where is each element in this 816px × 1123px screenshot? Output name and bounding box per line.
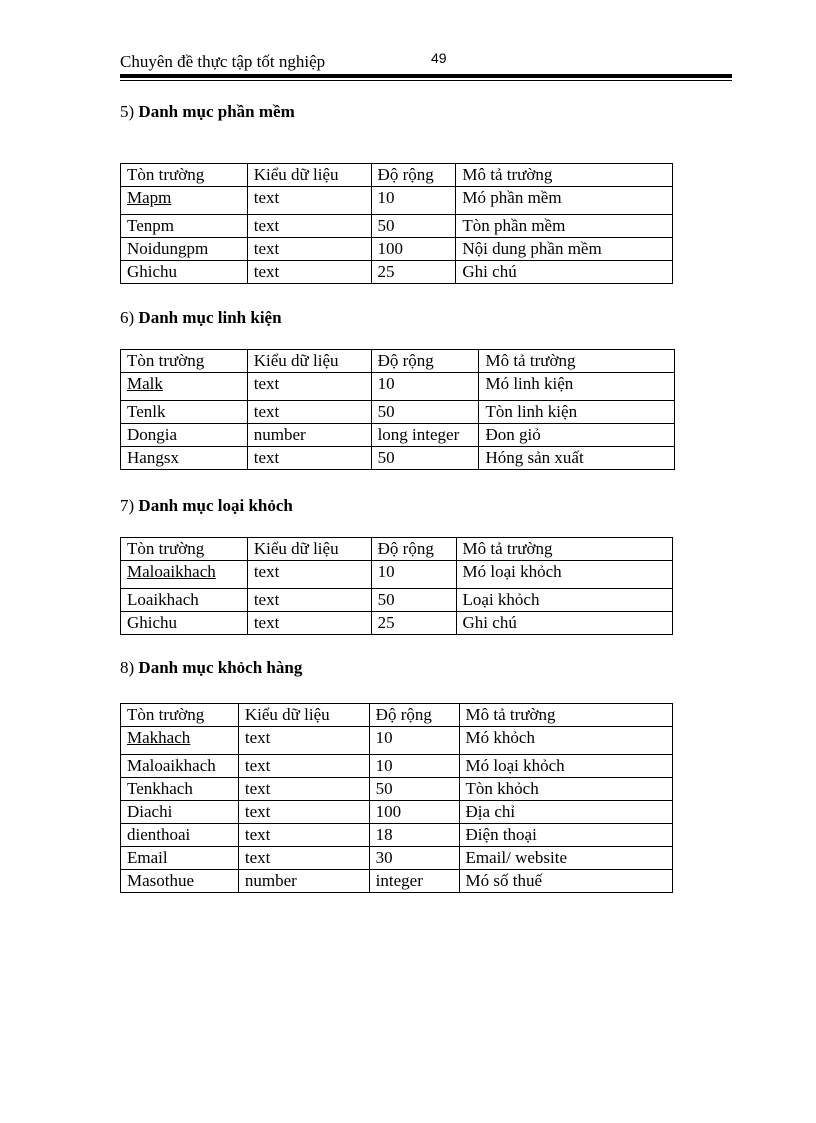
table-row [121, 847, 673, 870]
table-cell: text [247, 373, 371, 401]
table-loai-khach [120, 537, 673, 635]
table-row [121, 824, 673, 847]
header-cell: Kiểu dữ liệu [247, 350, 371, 373]
header-cell: Kiểu dữ liệu [238, 704, 369, 727]
table-cell: text [238, 755, 369, 778]
table-cell: Tòn linh kiện [479, 401, 675, 424]
table-cell: text [238, 847, 369, 870]
section-name: Danh mục phần mềm [138, 102, 295, 121]
table-cell: Mó phần mềm [456, 187, 673, 215]
section-name: Danh mục loại khỏch [138, 496, 293, 515]
table-cell: Mó khỏch [459, 727, 672, 755]
table-cell: text [247, 589, 371, 612]
table-cell: Ghi chú [456, 612, 672, 635]
section-title-6 [120, 308, 282, 328]
table-cell: 100 [369, 801, 459, 824]
section-title-5 [120, 102, 295, 122]
table-cell: Tòn phần mềm [456, 215, 673, 238]
table-cell: 10 [369, 755, 459, 778]
table-cell: Địa chỉ [459, 801, 672, 824]
table-cell: dienthoai [121, 824, 239, 847]
table-cell: 50 [371, 401, 479, 424]
table-cell: Hóng sản xuất [479, 447, 675, 470]
table-cell: 100 [371, 238, 456, 261]
header-title: Chuyên đề thực tập tốt nghiệp [120, 52, 326, 71]
table-cell: number [238, 870, 369, 893]
table-cell: 50 [371, 589, 456, 612]
header-cell: Độ rộng [371, 164, 456, 187]
header-cell: Tòn trường [121, 350, 248, 373]
table-cell: text [238, 778, 369, 801]
table-row [121, 561, 673, 589]
table-cell: Dongia [121, 424, 248, 447]
table-cell: 50 [371, 447, 479, 470]
table-cell: Mó loại khỏch [459, 755, 672, 778]
table-cell: Ghichu [121, 612, 248, 635]
section-number: 5) [120, 102, 135, 121]
table-cell: Đon giỏ [479, 424, 675, 447]
table-cell: text [247, 187, 371, 215]
table-cell: Điện thoại [459, 824, 672, 847]
table-cell: text [247, 261, 371, 284]
table-cell: 50 [371, 215, 456, 238]
header-cell: Tòn trường [121, 538, 248, 561]
table-cell: text [247, 612, 371, 635]
table-cell: Mó loại khỏch [456, 561, 672, 589]
table-cell: text [238, 824, 369, 847]
table-row [121, 424, 675, 447]
table-cell: Loại khỏch [456, 589, 672, 612]
table-cell: text [238, 727, 369, 755]
table-cell: Diachi [121, 801, 239, 824]
primary-key-cell: Makhach [121, 727, 239, 755]
table-cell: Loaikhach [121, 589, 248, 612]
header-cell: Mô tả trường [456, 164, 673, 187]
header-cell: Tòn trường [121, 704, 239, 727]
page-number: 49 [431, 50, 447, 66]
table-row [121, 373, 675, 401]
header-cell: Độ rộng [371, 538, 456, 561]
section-title-7 [120, 496, 293, 516]
table-cell: Email/ website [459, 847, 672, 870]
primary-key-cell: Mapm [121, 187, 248, 215]
table-row [121, 801, 673, 824]
header-cell: Tòn trường [121, 164, 248, 187]
table-cell: Maloaikhach [121, 755, 239, 778]
header-rule [120, 74, 732, 78]
table-cell: Tenpm [121, 215, 248, 238]
table-cell: Ghi chú [456, 261, 673, 284]
header-cell: Độ rộng [369, 704, 459, 727]
table-header-row [121, 538, 673, 561]
table-row [121, 612, 673, 635]
section-number: 7) [120, 496, 135, 515]
table-row [121, 727, 673, 755]
table-cell: Mó linh kiện [479, 373, 675, 401]
table-khach-hang [120, 703, 673, 893]
table-cell: text [247, 238, 371, 261]
table-cell: 10 [371, 561, 456, 589]
table-cell: long integer [371, 424, 479, 447]
table-cell: text [247, 447, 371, 470]
header-cell: Mô tả trường [456, 538, 672, 561]
table-cell: text [247, 215, 371, 238]
table-cell: text [247, 561, 371, 589]
table-header-row [121, 704, 673, 727]
table-cell: integer [369, 870, 459, 893]
primary-key-cell: Maloaikhach [121, 561, 248, 589]
table-cell: 18 [369, 824, 459, 847]
table-cell: Tòn khỏch [459, 778, 672, 801]
section-name: Danh mục linh kiện [138, 308, 282, 327]
table-cell: Mó số thuế [459, 870, 672, 893]
table-row [121, 401, 675, 424]
section-title-8 [120, 658, 302, 678]
table-cell: Nội dung phần mềm [456, 238, 673, 261]
header-cell: Mô tả trường [459, 704, 672, 727]
table-cell: 10 [369, 727, 459, 755]
table-row [121, 447, 675, 470]
section-name: Danh mục khỏch hàng [138, 658, 303, 677]
table-cell: 30 [369, 847, 459, 870]
section-number: 8) [120, 658, 135, 677]
table-cell: Ghichu [121, 261, 248, 284]
table-row [121, 187, 673, 215]
table-cell: number [247, 424, 371, 447]
table-cell: Tenkhach [121, 778, 239, 801]
table-cell: 10 [371, 373, 479, 401]
table-cell: 10 [371, 187, 456, 215]
table-row [121, 755, 673, 778]
section-number: 6) [120, 308, 135, 327]
table-cell: text [238, 801, 369, 824]
header-cell: Kiểu dữ liệu [247, 164, 371, 187]
table-row [121, 261, 673, 284]
table-cell: 25 [371, 612, 456, 635]
table-cell: 25 [371, 261, 456, 284]
table-cell: Noidungpm [121, 238, 248, 261]
table-row [121, 215, 673, 238]
table-header-row [121, 164, 673, 187]
table-phan-mem [120, 163, 673, 284]
header-rule-thin [120, 80, 732, 81]
table-row [121, 589, 673, 612]
page-header [120, 52, 732, 78]
table-row [121, 870, 673, 893]
table-row [121, 778, 673, 801]
table-header-row [121, 350, 675, 373]
table-cell: Masothue [121, 870, 239, 893]
table-cell: Email [121, 847, 239, 870]
table-row [121, 238, 673, 261]
header-cell: Độ rộng [371, 350, 479, 373]
header-cell: Mô tả trường [479, 350, 675, 373]
header-cell: Kiểu dữ liệu [247, 538, 371, 561]
table-cell: 50 [369, 778, 459, 801]
primary-key-cell: Malk [121, 373, 248, 401]
table-cell: text [247, 401, 371, 424]
table-linh-kien [120, 349, 675, 470]
table-cell: Hangsx [121, 447, 248, 470]
table-cell: Tenlk [121, 401, 248, 424]
